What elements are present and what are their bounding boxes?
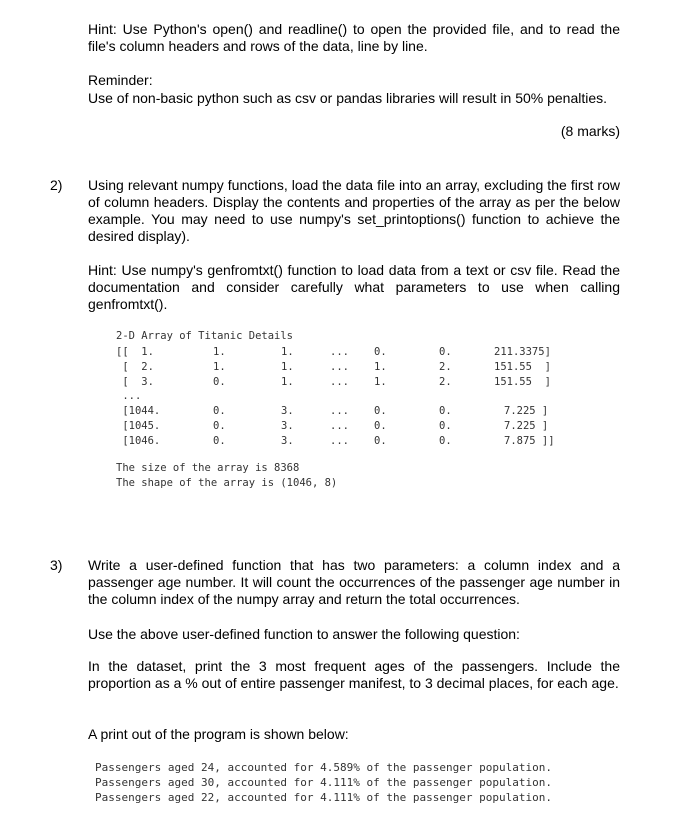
question-2-text: Using relevant numpy functions, load the data file into an array, excluding the first row of column headers. Display the contents and properties of the array as per the below example. You may need to use numpy's set_printoptions() function to achieve the desired display). (88, 177, 620, 244)
array-row-2-c3: 1. (281, 361, 294, 373)
question-3-number: 3) (50, 557, 63, 573)
array-row-5-c6: 0. (439, 420, 452, 432)
array-row-5-c2: 0. (213, 420, 226, 432)
question-3-question: In the dataset, print the 3 most frequent ages of the passengers. Include the proportion as a % out of entire passenger manifest, to 3 decimal places, for each age. (88, 658, 620, 691)
array-row-5-c5: 0. (374, 420, 387, 432)
array-row-6-c1: [1046. (116, 435, 161, 447)
array-row-4-c6: 0. (439, 405, 452, 417)
array-row-2-c1: [ 2. (116, 361, 154, 373)
array-row-6-c3: 3. (281, 435, 294, 447)
array-row-4-c7: 7.225 ] (504, 405, 549, 417)
array-size-line: The size of the array is 8368 (116, 462, 300, 474)
array-row-1-c3: 1. (281, 346, 294, 358)
array-row-6-c2: 0. (213, 435, 226, 447)
array-row-3-c3: 1. (281, 376, 294, 388)
output-line-1: Passengers aged 24, accounted for 4.589% of the passenger population. (95, 761, 552, 774)
reminder-label: Reminder: (88, 72, 153, 88)
question-3-text: Write a user-defined function that has two parameters: a column index and a passenger age number. It will count the occurrences of the passenger age number in the column index of the numpy array and return the total occurrences. (88, 557, 620, 607)
array-row-4-c3: 3. (281, 405, 294, 417)
array-row-4-c5: 0. (374, 405, 387, 417)
array-row-1-c2: 1. (213, 346, 226, 358)
array-row-5-c4: ... (330, 420, 349, 432)
array-row-4-c4: ... (330, 405, 349, 417)
array-row-1-c1: [[ 1. (116, 346, 154, 358)
question-3-use-text: Use the above user-defined function to answer the following question: (88, 626, 520, 642)
array-row-3-c6: 2. (439, 376, 452, 388)
array-row-3-c5: 1. (374, 376, 387, 388)
array-shape-line: The shape of the array is (1046, 8) (116, 477, 338, 489)
array-row-5-c1: [1045. (116, 420, 161, 432)
output-line-2: Passengers aged 30, accounted for 4.111% of the passenger population. (95, 776, 552, 789)
printout-label: A print out of the program is shown below: (88, 726, 349, 742)
array-row-4-c1: [1044. (116, 405, 161, 417)
array-row-3-c4: ... (330, 376, 349, 388)
array-row-1-c7: 211.3375] (494, 346, 551, 358)
array-row-3-c7: 151.55 ] (494, 376, 551, 388)
marks-label: (8 marks) (560, 123, 620, 139)
array-row-6-c6: 0. (439, 435, 452, 447)
output-line-3: Passengers aged 22, accounted for 4.111% of the passenger population. (95, 791, 552, 804)
array-row-6-c4: ... (330, 435, 349, 447)
array-row-1-c5: 0. (374, 346, 387, 358)
reminder-text: Use of non-basic python such as csv or pandas libraries will result in 50% penalties. (88, 90, 608, 106)
array-row-2-c6: 2. (439, 361, 452, 373)
array-row-3-c2: 0. (213, 376, 226, 388)
array-row-6-c5: 0. (374, 435, 387, 447)
array-row-4-c2: 0. (213, 405, 226, 417)
question-2-hint: Hint: Use numpy's genfromtxt() function to load data from a text or csv file. Read the documentation and consider carefully what parameters to use when calling genfromtxt(). (88, 262, 620, 312)
array-row-1-c4: ... (330, 346, 349, 358)
array-row-6-c7: 7.875 ]] (504, 435, 555, 447)
hint-paragraph: Hint: Use Python's open() and readline() to open the provided file, and to read the file's column headers and rows of the data, line by line. (88, 21, 620, 54)
array-row-2-c7: 151.55 ] (494, 361, 551, 373)
array-ellipsis: ... (116, 390, 142, 402)
array-row-1-c6: 0. (439, 346, 452, 358)
array-title: 2-D Array of Titanic Details (116, 330, 294, 342)
array-row-2-c5: 1. (374, 361, 387, 373)
array-row-5-c3: 3. (281, 420, 294, 432)
question-2-number: 2) (50, 177, 63, 193)
array-row-2-c2: 1. (213, 361, 226, 373)
array-row-3-c1: [ 3. (116, 376, 154, 388)
array-row-2-c4: ... (330, 361, 349, 373)
array-row-5-c7: 7.225 ] (504, 420, 549, 432)
